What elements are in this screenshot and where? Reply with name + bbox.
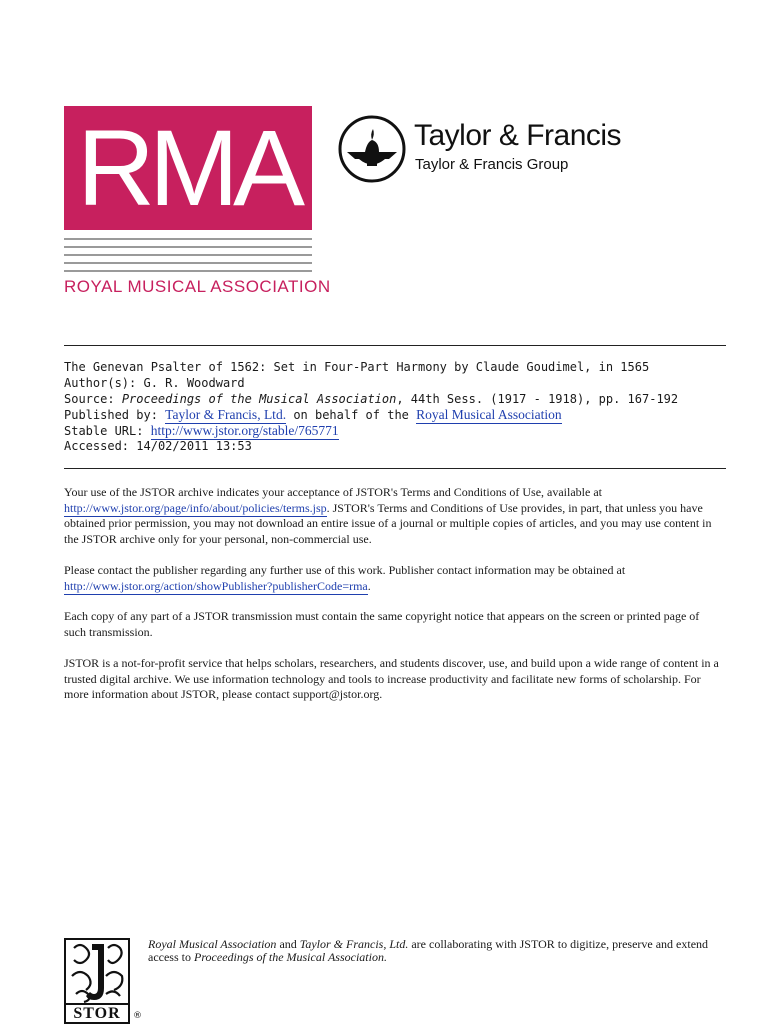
accessed-label: Accessed: — [64, 438, 130, 453]
rma-logo-line — [64, 254, 312, 256]
taylor-francis-name: Taylor & Francis — [414, 119, 622, 152]
accessed-line — [64, 439, 726, 455]
stable-url-label: Stable URL: — [64, 424, 144, 439]
rma-logo-line — [64, 238, 312, 240]
publisher-link[interactable]: Taylor & Francis, Ltd. — [165, 407, 287, 423]
jstor-logo-text: STOR — [73, 1005, 121, 1022]
publisher-contact-link[interactable]: http://www.jstor.org/action/showPublisher?publisherCode=rma — [64, 578, 368, 593]
footer-journal: Proceedings of the Musical Association. — [193, 949, 387, 964]
authors-label: Author(s): — [64, 375, 137, 390]
source-journal: Proceedings of the Musical Association — [121, 391, 397, 406]
taylor-francis-lamp-icon — [337, 114, 407, 184]
terms-text-continued: . JSTOR's Terms and Conditions of Use provides, in part, that unless you have obtained prior permission, you may not download an entire issue of a journal or multiple copies of articles, and you may use content in the JSTOR archive only for your personal, non-commercial use. — [64, 500, 712, 546]
rma-logo-line — [64, 246, 312, 248]
footer-text: are collaborating with JSTOR to digitize, preserve and extend access to — [148, 937, 709, 964]
registered-mark: ® — [133, 1011, 142, 1021]
period: . — [367, 578, 371, 593]
stable-url-line — [64, 423, 726, 439]
rma-logo-line — [64, 262, 312, 264]
terms-link[interactable]: http://www.jstor.org/page/info/about/policies/terms.jsp — [64, 500, 327, 515]
published-line — [64, 407, 726, 423]
top-divider — [64, 345, 726, 346]
terms-text: Your use of the JSTOR archive indicates your acceptance of JSTOR's Terms and Conditions of Use, available at — [64, 485, 602, 499]
citation-block — [64, 360, 726, 455]
footer-and: and — [279, 937, 297, 951]
jstor-logo — [64, 938, 130, 1024]
publisher-contact-text: Please contact the publisher regarding any further use of this work. Publisher contact information may be obtained at — [64, 563, 626, 577]
rma-logo — [64, 106, 312, 230]
rma-logo-line — [64, 270, 312, 272]
published-label: Published by: — [64, 408, 158, 423]
terms-paragraph — [64, 485, 724, 547]
source-line — [64, 392, 726, 408]
source-details: , 44th Sess. (1917 - 1918), pp. 167-192 — [396, 391, 679, 406]
article-title: The Genevan Psalter of 1562: Set in Four-Part Harmony by Claude Goudimel, in 1565 — [64, 360, 650, 374]
stable-url-link[interactable]: http://www.jstor.org/stable/765771 — [150, 423, 339, 439]
footer-statement — [148, 938, 728, 963]
authors-line — [64, 376, 726, 392]
publisher-contact-paragraph — [64, 563, 724, 594]
jstor-about-paragraph: JSTOR is a not-for-profit service that helps scholars, researchers, and students discover, use, and build upon a wide range of content in a trusted digital archive. We use information technology and tools to increase productivity and facilitate new forms of scholarship. For more information about JSTOR, please contact support@jstor.org. — [64, 656, 719, 701]
source-label: Source: — [64, 391, 115, 406]
authors-value: G. R. Woodward — [143, 375, 245, 390]
rma-logo-text: RMA — [77, 107, 299, 228]
footer-tf: Taylor & Francis, Ltd. — [299, 937, 409, 951]
taylor-francis-group: Taylor & Francis Group — [415, 156, 569, 173]
on-behalf-text: on behalf of the — [293, 408, 409, 423]
copyright-paragraph: Each copy of any part of a JSTOR transmission must contain the same copyright notice that appears on the screen or printed page of such transmission. — [64, 609, 700, 639]
accessed-value: 14/02/2011 13:53 — [136, 438, 252, 453]
rma-logo-caption: ROYAL MUSICAL ASSOCIATION — [64, 277, 331, 296]
association-link[interactable]: Royal Musical Association — [416, 407, 562, 423]
bottom-divider — [64, 468, 726, 469]
footer-rma: Royal Musical Association — [148, 937, 277, 951]
